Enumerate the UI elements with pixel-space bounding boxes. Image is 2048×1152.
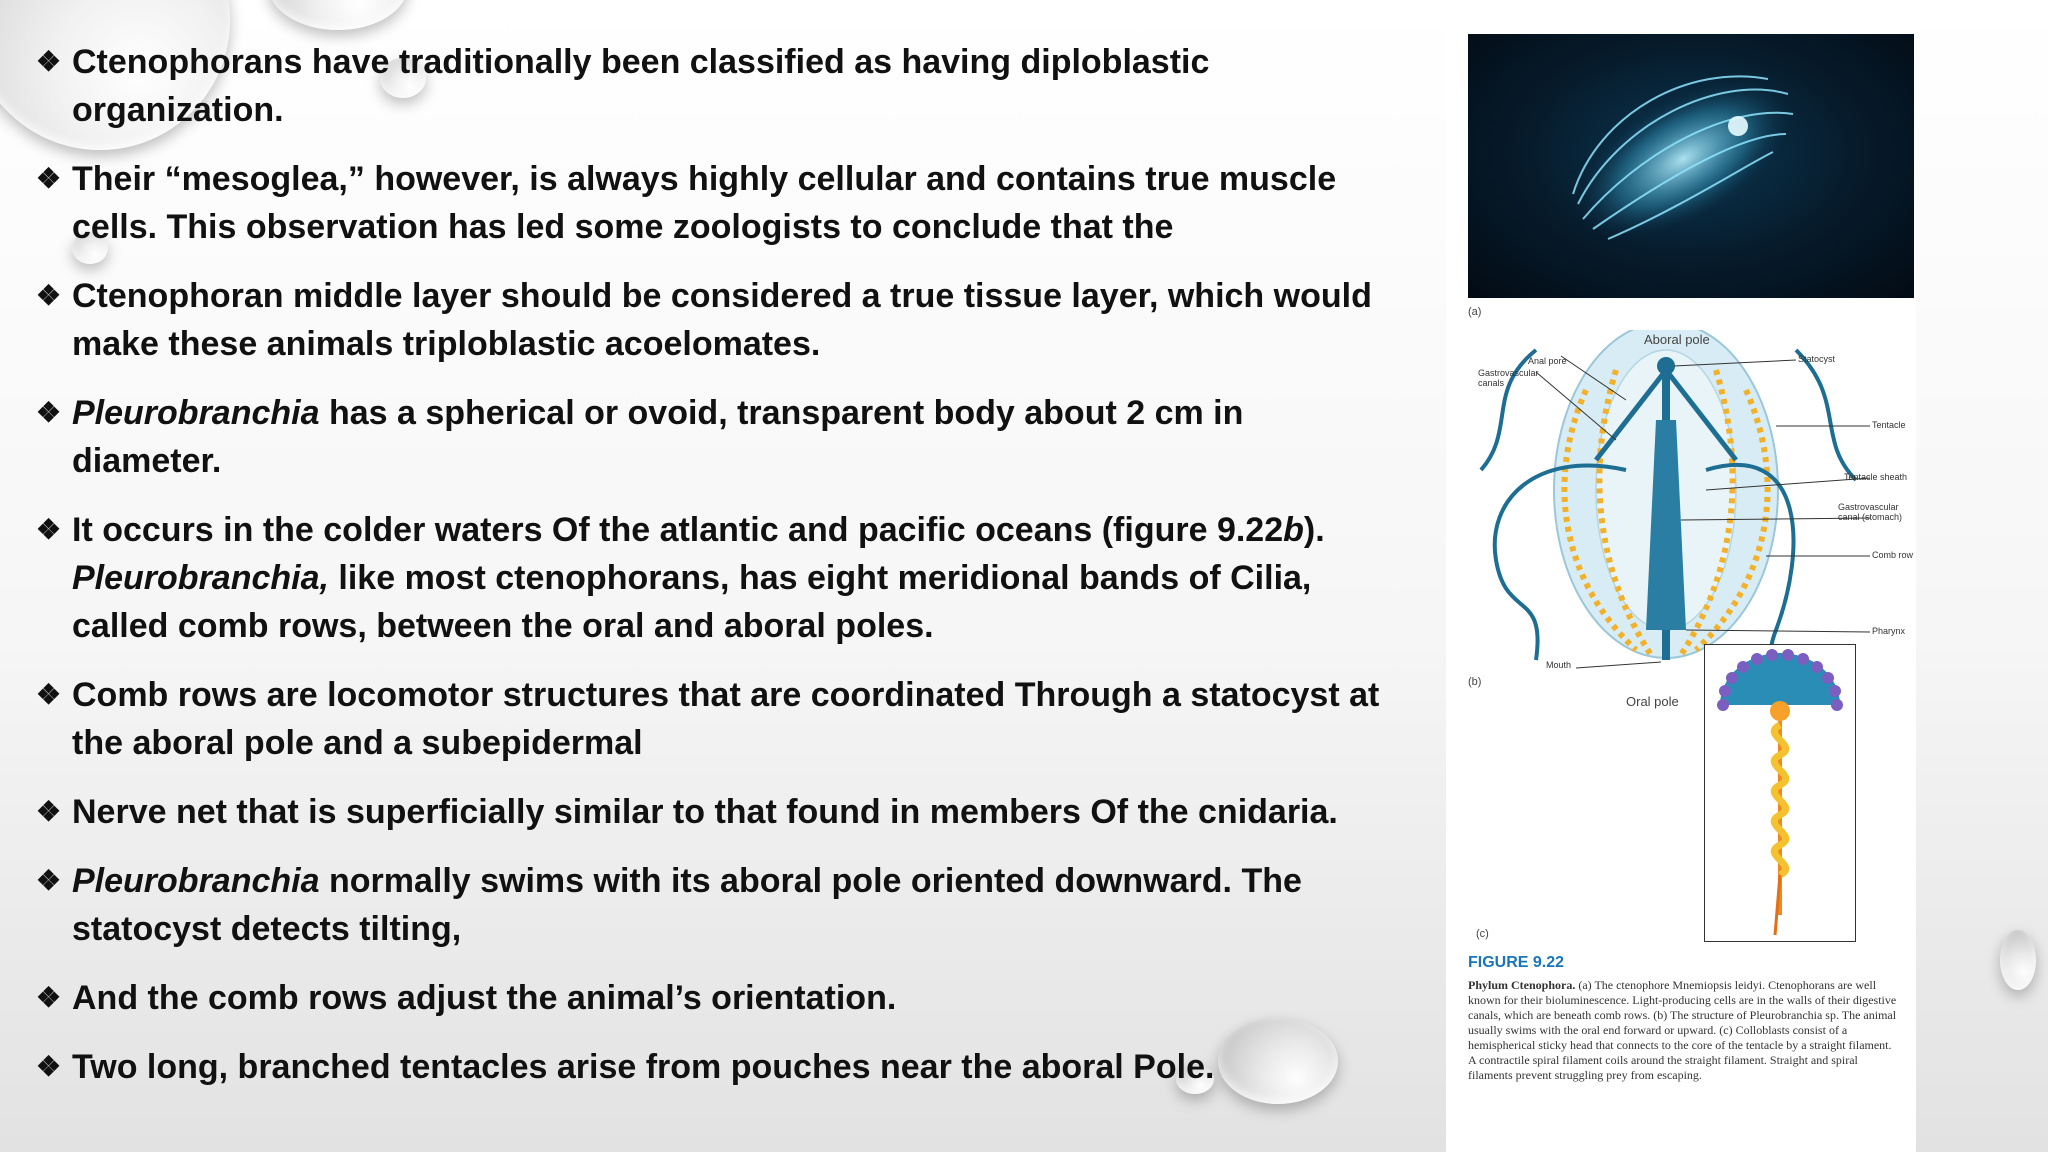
bullet-diamond-icon: ❖ (36, 397, 62, 428)
bullet-line (72, 437, 1466, 485)
ctenophore-photo (1468, 34, 1914, 298)
bullet-line (72, 719, 1466, 767)
bullet-item (36, 671, 1466, 767)
bullet-item (36, 506, 1466, 650)
ctenophore-photo-illustration (1468, 34, 1914, 298)
gastrovascular-canal-stomach-label: Gastrovascular canal (stomach) (1838, 502, 1903, 522)
panel-a-label: (a) (1468, 306, 1482, 318)
bullet-diamond-icon: ❖ (36, 982, 62, 1013)
slide-bullet-list (36, 38, 1466, 1091)
bullet-item (36, 272, 1466, 368)
bullet-item (36, 38, 1466, 134)
bullet-text: Their “mesoglea,” however, is always highly cellular and contains true muscle (72, 160, 1337, 198)
bullet-text: Pleurobranchia (72, 394, 320, 432)
bullet-diamond-icon: ❖ (36, 514, 62, 545)
bullet-text: Ctenophoran middle layer should be considered a true tissue layer, which would (72, 277, 1372, 315)
bullet-text: statocyst detects tilting, (72, 910, 462, 948)
bullet-line (72, 857, 1466, 905)
bullet-diamond-icon: ❖ (36, 1051, 62, 1082)
bullet-text: make these animals triploblastic acoelomates. (72, 325, 821, 363)
bullet-item (36, 389, 1466, 485)
comb-row-label: Comb row (1872, 550, 1914, 560)
mouth-label: Mouth (1546, 660, 1572, 670)
bullet-diamond-icon: ❖ (36, 46, 62, 77)
bullet-line (72, 671, 1466, 719)
bullet-line (72, 272, 1466, 320)
bullet-text: Nerve net that is superficially similar to that found in members Of the cnidaria. (72, 793, 1338, 831)
colloblast-inset (1704, 644, 1856, 942)
gastrovascular-canals-label: Gastrovascular canals (1478, 368, 1539, 388)
aboral-pole-label: Aboral pole (1644, 332, 1710, 347)
water-droplet-decoration (268, 0, 408, 30)
figure-caption-text: (a) The ctenophore Mnemiopsis leidyi. Ctenophorans are well known for their bioluminescence. Light-producing cells are in the walls of their digestive canals, which are beneath comb rows. (b) The structure of Pleurobranchia sp. The animal usually swims with the oral end forward or upward. (c) Colloblasts consist of a hemispherical sticky head that connects to the core of the tentacle by a straight filament. A contractile spiral filament coils around the straight filament. Straight and spiral filaments prevent struggling prey from escaping. (1468, 978, 1897, 1082)
bullet-text: Comb rows are locomotor structures that are coordinated Through a statocyst at (72, 676, 1380, 714)
bullet-text: called comb rows, between the oral and aboral poles. (72, 607, 934, 645)
anal-pore-label: Anal pore (1528, 356, 1567, 366)
bullet-line (72, 554, 1466, 602)
bullet-item (36, 155, 1466, 251)
figure-caption (1468, 978, 1900, 1083)
bullet-text: normally swims with its aboral pole oriented downward. The (319, 862, 1302, 900)
bullet-text: cells. This observation has led some zoologists to conclude that the (72, 208, 1174, 246)
tentacle-label: Tentacle (1872, 420, 1906, 430)
bullet-item (36, 974, 1466, 1022)
bullet-text: has a spherical or ovoid, transparent body about 2 cm in (319, 394, 1244, 432)
bullet-text: Pleurobranchia (72, 862, 320, 900)
bullet-text: Ctenophorans have traditionally been classified as having diploblastic (72, 43, 1210, 81)
bullet-item (36, 788, 1466, 836)
bullet-text: diameter. (72, 442, 222, 480)
bullet-line (72, 203, 1466, 251)
panel-b-label: (b) (1468, 676, 1482, 688)
bullet-text: Two long, branched tentacles arise from pouches near the aboral Pole. (72, 1048, 1215, 1086)
bullet-line (72, 905, 1466, 953)
bullet-line (72, 506, 1466, 554)
bullet-line (72, 320, 1466, 368)
water-droplet-decoration (2000, 930, 2036, 990)
bullet-item (36, 1043, 1466, 1091)
bullet-text: Pleurobranchia, (72, 559, 329, 597)
bullet-line (72, 974, 1466, 1022)
bullet-line (72, 788, 1466, 836)
bullet-text: like most ctenophorans, has eight meridional bands of Cilia, (328, 559, 1312, 597)
oral-pole-label: Oral pole (1626, 694, 1679, 709)
bullet-diamond-icon: ❖ (36, 163, 62, 194)
bullet-text: ). (1303, 511, 1325, 549)
figure-caption-bold: Phylum Ctenophora. (1468, 978, 1576, 992)
bullet-line (72, 86, 1466, 134)
figure-panel (1446, 0, 1916, 1152)
bullet-line (72, 155, 1466, 203)
bullet-text: It occurs in the colder waters Of the atlantic and pacific oceans (figure 9.22 (72, 511, 1284, 549)
panel-c-label: (c) (1476, 928, 1489, 940)
bullet-item (36, 857, 1466, 953)
bullet-line (72, 389, 1466, 437)
bullet-diamond-icon: ❖ (36, 865, 62, 896)
bullet-diamond-icon: ❖ (36, 796, 62, 827)
bullet-line (72, 38, 1466, 86)
figure-title: FIGURE 9.22 (1468, 954, 1565, 971)
bullet-text: b (1283, 511, 1304, 549)
bullet-text: the aboral pole and a subepidermal (72, 724, 643, 762)
bullet-line (72, 1043, 1466, 1091)
bullet-line (72, 602, 1466, 650)
pharynx-label: Pharynx (1872, 626, 1906, 636)
bullet-text: organization. (72, 91, 284, 129)
statocyst-label: Statocyst (1798, 354, 1836, 364)
tentacle-sheath-label: Tentacle sheath (1844, 472, 1908, 482)
bullet-diamond-icon: ❖ (36, 679, 62, 710)
bullet-text: And the comb rows adjust the animal’s orientation. (72, 979, 897, 1017)
bullet-diamond-icon: ❖ (36, 280, 62, 311)
